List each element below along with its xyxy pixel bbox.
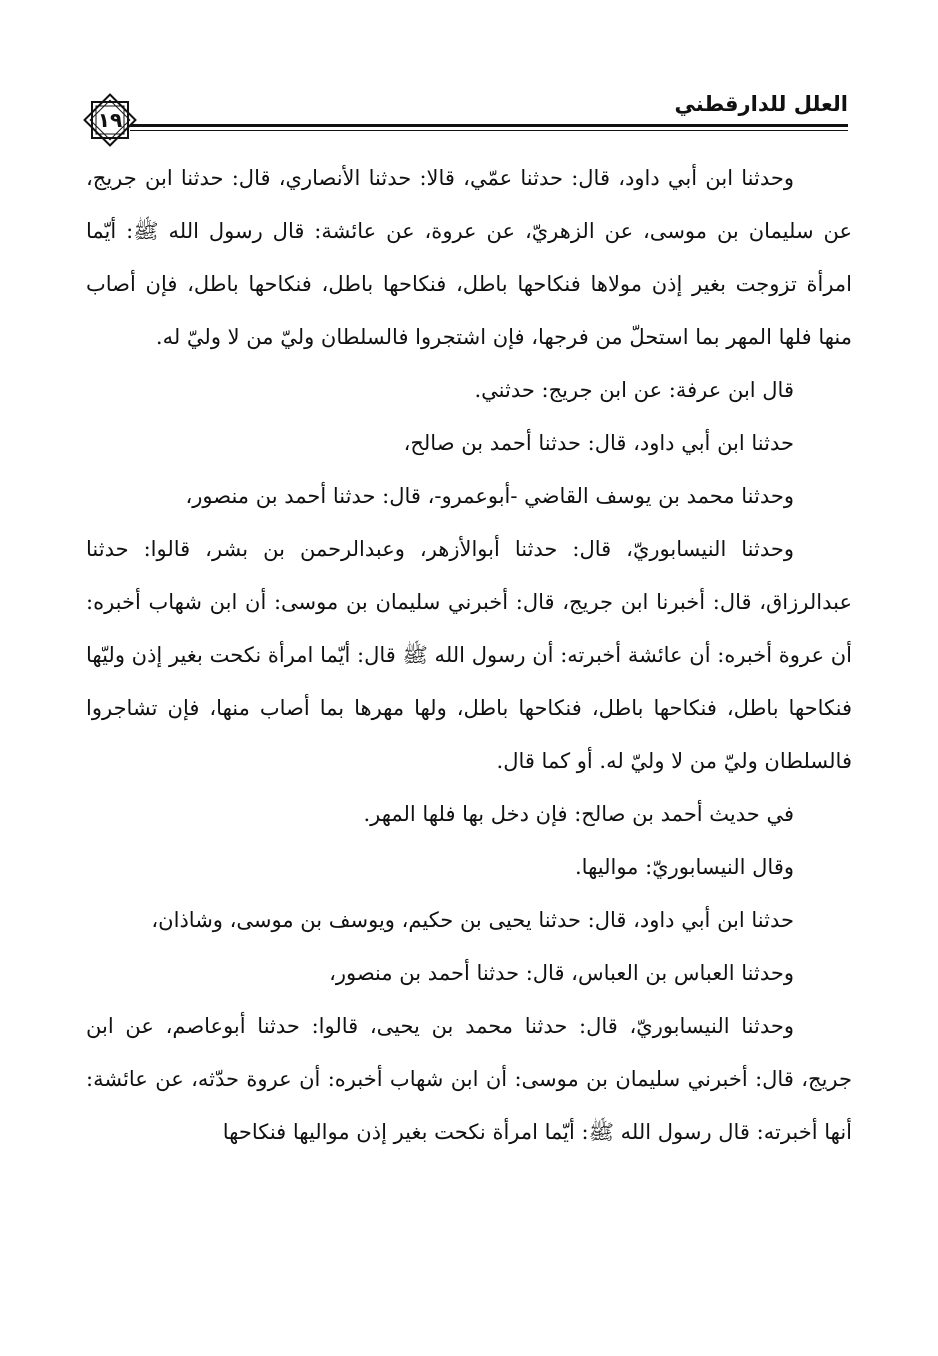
paragraph: وحدثنا النيسابوريّ، قال: حدثنا محمد بن يحيى، قالوا: حدثنا أبوعاصم، عن ابن جريج، قال: أخبرني سليمان بن موسى: أن ابن شهاب أخبره: أن عروة حدّثه، عن عائشة: أنها أخبرته: قال رسول الله ﷺ: أيّما امرأة نكحت بغير إذن مواليها فنكاحها bbox=[86, 1014, 852, 1144]
header-rule-thin bbox=[130, 130, 848, 131]
paragraph: حدثنا ابن أبي داود، قال: حدثنا أحمد بن صالح، bbox=[403, 431, 794, 455]
paragraph: حدثنا ابن أبي داود، قال: حدثنا يحيى بن حكيم، ويوسف بن موسى، وشاذان، bbox=[151, 908, 794, 932]
paragraph: وحدثنا العباس بن العباس، قال: حدثنا أحمد بن منصور، bbox=[329, 961, 794, 985]
main-text bbox=[86, 152, 852, 1159]
paragraph: قال ابن عرفة: عن ابن جريج: حدثني. bbox=[474, 378, 794, 402]
page-header bbox=[70, 88, 848, 152]
paragraph: وحدثنا محمد بن يوسف القاضي -أبوعمرو-، قال: حدثنا أحمد بن منصور، bbox=[185, 484, 794, 508]
page-number: ١٩ bbox=[97, 108, 123, 132]
page-number-badge bbox=[78, 88, 142, 152]
paragraph: وحدثنا النيسابوريّ، قال: حدثنا أبوالأزهر، وعبدالرحمن بن بشر، قالوا: حدثنا عبدالرزاق، قال: أخبرنا ابن جريج، قال: أخبرني سليمان بن موسى: أن ابن شهاب أخبره: أن عروة أخبره: أن عائشة أخبرته: أن رسول الله ﷺ قال: أيّما امرأة نكحت بغير إذن وليّها فنكاحها باطل، فنكاحها باطل، فنكاحها باطل، ولها مهرها بما أصاب منها، فإن تشاجروا فالسلطان وليّ من لا وليّ له. أو كما قال. bbox=[86, 537, 852, 773]
paragraph: في حديث أحمد بن صالح: فإن دخل بها فلها المهر. bbox=[363, 802, 794, 826]
paragraph: وحدثنا ابن أبي داود، قال: حدثنا عمّي، قالا: حدثنا الأنصاري، قال: حدثنا ابن جريج، عن سليمان بن موسى، عن الزهريّ، عن عروة، عن عائشة: قال رسول الله ﷺ: أيّما امرأة تزوجت بغير إذن مولاها فنكاحها باطل، فنكاحها باطل، فنكاحها باطل، فإن أصاب منها فلها المهر بما استحلّ من فرجها، فإن اشتجروا فالسلطان وليّ من لا وليّ له. bbox=[86, 166, 852, 349]
paragraph: وقال النيسابوريّ: مواليها. bbox=[575, 855, 794, 879]
header-rule-thick bbox=[130, 124, 848, 127]
book-title: العلل للدارقطني bbox=[674, 92, 848, 116]
